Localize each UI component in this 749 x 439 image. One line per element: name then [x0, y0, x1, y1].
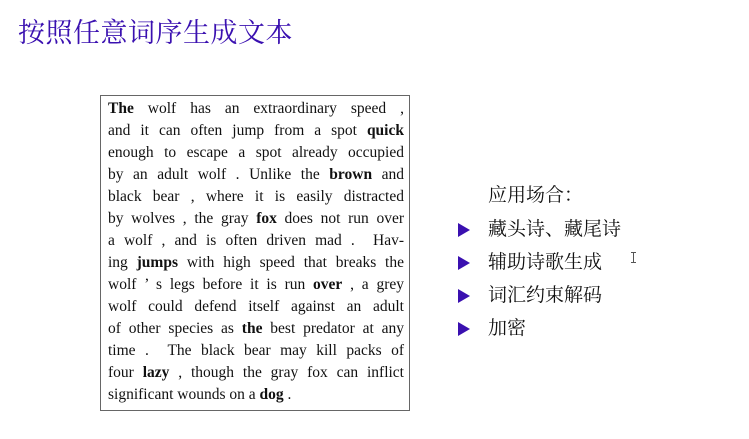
application-label: 藏头诗、藏尾诗	[488, 218, 622, 240]
application-label: 词汇约束解码	[488, 284, 603, 306]
passage-text: , though the gray fox can inflict	[169, 364, 404, 381]
keyword: lazy	[142, 364, 170, 381]
passage-line	[108, 164, 404, 186]
passage-text: enough to escape a spot already occupied	[108, 144, 404, 161]
passage-line	[108, 340, 404, 362]
passage-text: ing	[108, 254, 137, 271]
passage-line	[108, 384, 291, 406]
passage-text: does not run over	[276, 210, 405, 227]
applications-heading: 应用场合：	[488, 184, 584, 206]
application-label: 加密	[488, 317, 527, 339]
passage-line	[108, 98, 404, 120]
passage-line	[108, 318, 404, 340]
passage-text: wolf could defend itself against an adult	[108, 298, 404, 315]
passage-line	[108, 186, 404, 208]
passage-text: .	[283, 386, 292, 403]
application-label: 辅助诗歌生成	[488, 251, 603, 273]
passage-text: wolf ’ s legs before it is run	[108, 276, 314, 293]
passage-text: time . The black bear may kill packs of	[108, 342, 404, 359]
bullet-arrow-icon	[458, 289, 470, 303]
keyword: fox	[256, 210, 277, 227]
passage-text: wolf has an extraordinary speed ,	[133, 100, 404, 117]
keyword: The	[108, 100, 134, 117]
passage-text: by wolves , the gray	[108, 210, 257, 227]
bullet-arrow-icon	[458, 223, 470, 237]
passage-line	[108, 252, 404, 274]
keyword: brown	[329, 166, 373, 183]
passage-text: four	[108, 364, 143, 381]
bullet-arrow-icon	[458, 322, 470, 336]
passage-line	[108, 296, 404, 318]
passage-text: a wolf , and is often driven mad . Hav-	[108, 232, 404, 249]
passage-text: of other species as	[108, 320, 242, 337]
text-cursor-icon	[630, 252, 637, 263]
passage-text: and it can often jump from a spot	[108, 122, 367, 139]
keyword: over	[313, 276, 343, 293]
passage-line	[108, 362, 404, 384]
keyword: jumps	[136, 254, 178, 271]
passage-line	[108, 120, 404, 142]
passage-text: black bear , where it is easily distracted	[108, 188, 404, 205]
passage-line	[108, 230, 404, 252]
bullet-arrow-icon	[458, 256, 470, 270]
passage-text: and	[372, 166, 404, 183]
slide-title: 按照任意词序生成文本	[18, 18, 293, 49]
passage-text: , a grey	[342, 276, 404, 293]
passage-line	[108, 208, 404, 230]
example-text-box	[100, 95, 410, 411]
passage-text: by an adult wolf . Unlike the	[108, 166, 330, 183]
passage-text: with high speed that breaks the	[178, 254, 404, 271]
passage-text: best predator at any	[262, 320, 404, 337]
passage-line	[108, 142, 404, 164]
keyword: the	[241, 320, 263, 337]
passage-line	[108, 274, 404, 296]
passage-text: significant wounds on a	[108, 386, 260, 403]
keyword: dog	[259, 386, 284, 403]
keyword: quick	[366, 122, 404, 139]
